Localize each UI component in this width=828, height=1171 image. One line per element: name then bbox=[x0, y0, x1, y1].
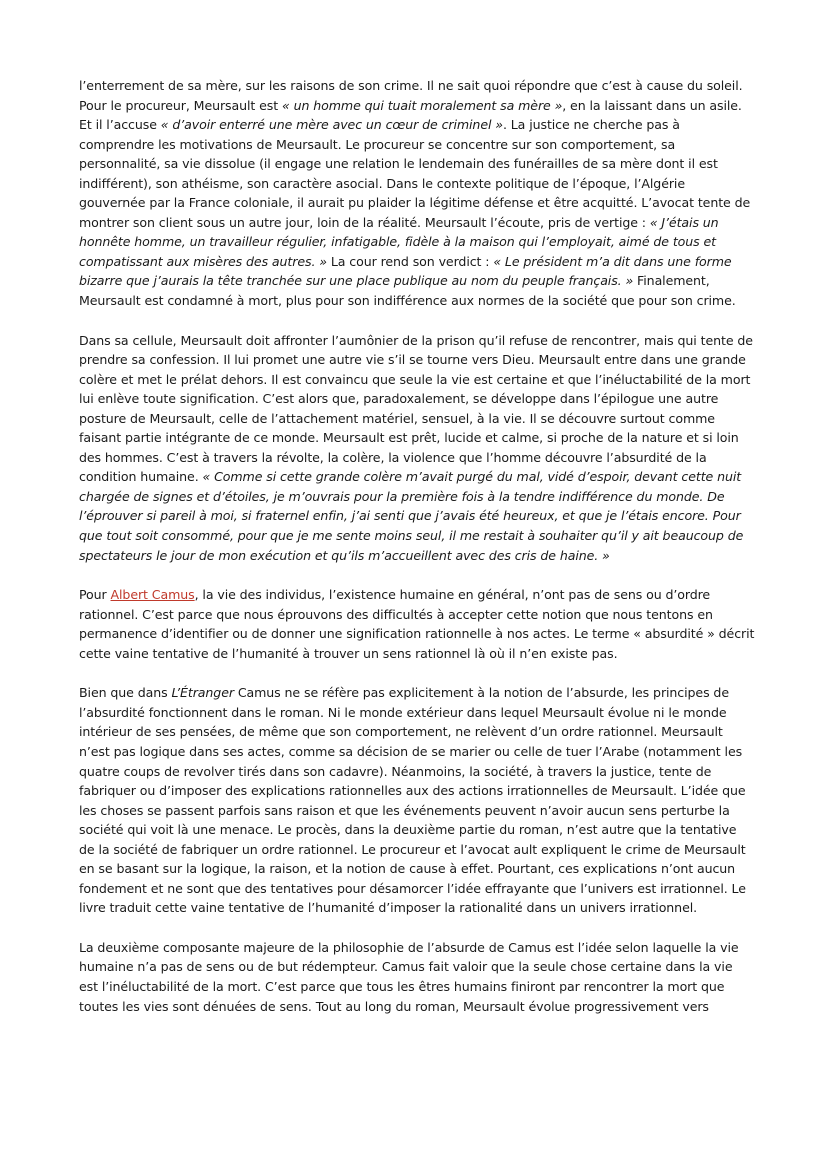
paragraph-trial bbox=[79, 76, 755, 311]
text-segment: , en la laissant dans un asile. Et il l’accuse bbox=[79, 97, 742, 133]
albert-camus-link[interactable]: Albert Camus bbox=[110, 587, 195, 603]
text-segment: Bien que dans bbox=[79, 685, 172, 701]
document-page bbox=[79, 76, 755, 1036]
paragraph-camus-absurd bbox=[79, 585, 755, 663]
quote-verdict: « Le président m’a dit dans une forme bizarre que j’aurais la tête tranchée sur une place publique au nom du peuple français. » bbox=[79, 253, 732, 289]
quote-honest-man: « J’étais un honnête homme, un travailleur régulier, infatigable, fidèle à la maison qui l’employait, aimé de tous et compatissant aux misères des autres. » bbox=[79, 214, 719, 269]
book-title: L’Étranger bbox=[171, 685, 234, 701]
text-segment: Finalement, Meursault est condamné à mort, plus pour son indifférence aux normes de la société que pour son crime. bbox=[79, 273, 736, 309]
text-segment: Camus ne se réfère pas explicitement à la notion de l’absurde, les principes de l’absurdité fonctionnent dans le roman. Ni le monde extérieur dans lequel Meursault évolue ni le monde intérieur de ses pensées, de même que son comportement, ne relèvent d’un ordre rationnel. Meursault n’est pas logique dans ses actes, comme sa décision de se marier ou celle de tuer l’Arabe (notamment les quatre coups de revolver tirés dans son cadavre). Néanmoins, la société, à travers la justice, tente de fabriquer ou d’imposer des explications rationnelles aux des actions irrationnelles de Meursault. L’idée que les choses se passent parfois sans raison et que les événements peuvent n’avoir aucun sens perturbe la société qui voit là une menace. Le procès, dans la deuxième partie du roman, n’est autre que la tentative de la société de fabriquer un ordre rationnel. Le procureur et l’avocat ault expliquent le crime de Meursault en se basant sur la logique, la raison, et la notion de cause à effet. Pourtant, ces explications n’ont aucun fondement et ne sont que des tentatives pour désamorcer l’idée effrayante que l’univers est irrationnel. Le livre traduit cette vaine tentative de l’humanité d’imposer la rationalité dans un univers irrationnel. bbox=[79, 685, 746, 916]
text-segment: . La justice ne cherche pas à comprendre les motivations de Meursault. Le procureur se concentre sur son comportement, sa personnalité, sa vie dissolue (il engage une relation le lendemain des funérailles de sa mère dont il est indifférent), son athéisme, son caractère asocial. Dans le contexte politique de l’époque, l’Algérie gouvernée par la France coloniale, il aurait pu plaider la légitime défense et être acquitté. L’avocat tente de montrer son client sous un autre jour, loin de la réalité. Meursault l’écoute, pris de vertige : bbox=[79, 117, 751, 230]
paragraph-cell bbox=[79, 331, 755, 566]
quote-prosecutor-mother: « un homme qui tuait moralement sa mère » bbox=[282, 97, 563, 113]
quote-criminal-heart: « d’avoir enterré une mère avec un cœur de criminel » bbox=[160, 117, 503, 133]
text-segment: , la vie des individus, l’existence humaine en général, n’ont pas de sens ou d’ordre rationnel. C’est parce que nous éprouvons des difficultés à accepter cette notion que nous tentons en permanence d’identifier ou de donner une signification rationnelle à nos actes. Le terme « absurdité » décrit cette vaine tentative de l’humanité à trouver un sens rationnel là où il n’en existe pas. bbox=[79, 587, 755, 661]
paragraph-absurd-principles bbox=[79, 683, 755, 918]
text-segment: l’enterrement de sa mère, sur les raisons de son crime. Il ne sait quoi répondre que c’est à cause du soleil. Pour le procureur, Meursault est bbox=[79, 78, 743, 113]
quote-final-monologue: « Comme si cette grande colère m’avait purgé du mal, vidé d’espoir, devant cette nuit chargée de signes et d’étoiles, je m’ouvrais pour la première fois à la tendre indifférence du monde. De l’éprouver si pareil à moi, si fraternel enfin, j’ai senti que j’avais été heureux, et que je l’étais encore. Pour que tout soit consommé, pour que je me sente moins seul, il me restait à souhaiter qu’il y ait beaucoup de spectateurs le jour de mon exécution et qu’ils m’accueillent avec des cris de haine. » bbox=[79, 469, 744, 563]
text-segment: Dans sa cellule, Meursault doit affronter l’aumônier de la prison qu’il refuse de rencontrer, mais qui tente de prendre sa confession. Il lui promet une autre vie s’il se tourne vers Dieu. Meursault entre dans une grande colère et met le prélat dehors. Il est convaincu que seule la vie est certaine et que l’inéluctabilité de la mort lui enlève toute signification. C’est alors que, paradoxalement, se développe dans l’épilogue une autre posture de Meursault, celle de l’attachement matériel, sensuel, à la vie. Il se découvre surtout comme faisant partie intégrante de ce monde. Meursault est prêt, lucide et calme, si proche de la nature et si loin des hommes. C’est à travers la révolte, la colère, la violence que l’homme découvre l’absurdité de la condition humaine. bbox=[79, 332, 753, 485]
text-segment: La cour rend son verdict : bbox=[326, 253, 494, 269]
paragraph-meaningless-life bbox=[79, 938, 755, 1016]
text-segment: La deuxième composante majeure de la philosophie de l’absurde de Camus est l’idée selon laquelle la vie humaine n’a pas de sens ou de but rédempteur. Camus fait valoir que la seule chose certaine dans la vie est l’inéluctabilité de la mort. C’est parce que tous les êtres humains finiront par rencontrer la mort que toutes les vies sont dénuées de sens. Tout au long du roman, Meursault évolue progressivement vers bbox=[79, 939, 739, 1014]
text-segment: Pour bbox=[79, 587, 111, 603]
